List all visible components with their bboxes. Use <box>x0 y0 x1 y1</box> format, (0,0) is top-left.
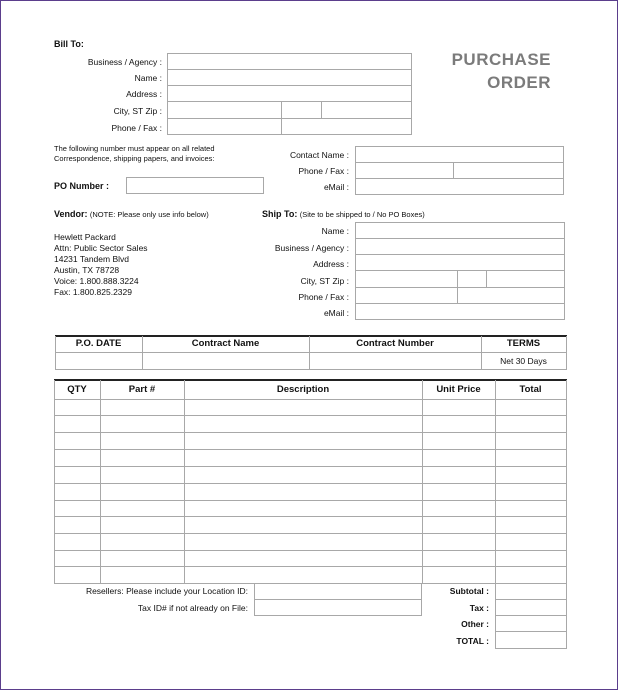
ship-to-zip-field[interactable] <box>486 270 565 288</box>
ship-to-phone-field[interactable] <box>355 287 458 304</box>
vendor-line-1: Hewlett Packard <box>54 232 116 242</box>
vendor-heading: Vendor: <box>54 209 88 219</box>
total-header: Total <box>519 384 542 395</box>
items-table-row-rule <box>54 516 567 517</box>
ship-to-business-label: Business / Agency : <box>274 243 349 253</box>
po-number-label: PO Number : <box>54 181 110 191</box>
grand-total-field[interactable] <box>495 631 567 649</box>
notice-line-2: Correspondence, shipping papers, and invoices: <box>54 154 215 163</box>
items-table-row-rule <box>54 483 567 484</box>
vendor-header <box>54 209 209 220</box>
bill-to-business-label: Business / Agency : <box>87 57 162 67</box>
po-date-header: P.O. DATE <box>75 338 122 349</box>
qty-header: QTY <box>67 384 87 395</box>
vendor-line-4: Austin, TX 78728 <box>54 265 120 275</box>
vendor-line-2: Attn: Public Sector Sales <box>54 243 148 253</box>
po-table-top-rule <box>55 335 567 337</box>
ship-to-address-field[interactable] <box>355 254 565 271</box>
items-table-row-rule <box>54 415 567 416</box>
items-table-row-rule <box>54 449 567 450</box>
items-table-top-rule <box>54 379 567 381</box>
other-label: Other : <box>461 619 489 629</box>
items-table-divider-qty <box>100 380 101 583</box>
ship-to-name-field[interactable] <box>355 222 565 239</box>
ship-to-name-label: Name : <box>321 226 349 236</box>
bill-to-city-label: City, ST Zip : <box>113 106 162 116</box>
items-table-divider-part <box>184 380 185 583</box>
contract-number-header: Contract Number <box>356 338 434 349</box>
bill-to-zip-field[interactable] <box>321 101 412 119</box>
other-field[interactable] <box>495 615 567 632</box>
ship-to-fax-field[interactable] <box>457 287 565 304</box>
bill-to-name-label: Name : <box>134 73 162 83</box>
contact-phone-label: Phone / Fax : <box>298 166 349 176</box>
terms-header: TERMS <box>506 338 541 349</box>
ship-to-note: (Site to be shipped to / No PO Boxes) <box>299 210 425 219</box>
items-table-row-rule <box>54 566 567 567</box>
contact-email-field[interactable] <box>355 178 564 195</box>
contact-name-label: Contact Name : <box>289 150 349 160</box>
tax-label: Tax : <box>469 603 489 613</box>
ship-to-header <box>262 209 425 220</box>
po-number-field[interactable] <box>126 177 264 194</box>
ship-to-heading: Ship To: <box>262 209 298 219</box>
contact-phone-field[interactable] <box>355 162 454 179</box>
bill-to-fax-field[interactable] <box>281 118 412 135</box>
items-table-row-rule <box>54 533 567 534</box>
vendor-line-6: Fax: 1.800.825.2329 <box>54 287 132 297</box>
vendor-note: (NOTE: Please only use info below) <box>89 210 209 219</box>
taxid-label: Tax ID# if not already on File: <box>137 603 248 613</box>
items-table-left-border <box>54 380 55 583</box>
ship-to-phone-label: Phone / Fax : <box>298 292 349 302</box>
subtotal-field[interactable] <box>495 583 567 600</box>
terms-value: Net 30 Days <box>500 356 547 366</box>
ship-to-state-field[interactable] <box>457 270 487 288</box>
title-line-2: ORDER <box>487 73 551 92</box>
notice-line-1: The following number must appear on all related <box>54 144 215 153</box>
vendor-line-5: Voice: 1.800.888.3224 <box>54 276 139 286</box>
contact-email-label: eMail : <box>323 182 349 192</box>
bill-to-address-field[interactable] <box>167 85 412 102</box>
subtotal-label: Subtotal : <box>449 586 489 596</box>
bill-to-phone-label: Phone / Fax : <box>111 123 162 133</box>
items-table-divider-desc <box>422 380 423 583</box>
contract-name-header: Contract Name <box>191 338 260 349</box>
ship-to-email-field[interactable] <box>355 303 565 320</box>
bill-to-name-field[interactable] <box>167 69 412 86</box>
ship-to-city-label: City, ST Zip : <box>300 276 349 286</box>
bill-to-city-field[interactable] <box>167 101 282 119</box>
bill-to-phone-field[interactable] <box>167 118 282 135</box>
grand-total-label: TOTAL : <box>456 636 489 646</box>
resellers-label: Resellers: Please include your Location ID: <box>85 586 248 596</box>
location-id-field[interactable] <box>254 583 422 600</box>
bill-to-heading: Bill To: <box>54 39 84 49</box>
description-header: Description <box>276 384 330 395</box>
ship-to-address-label: Address : <box>313 259 349 269</box>
po-table-right-border <box>566 336 567 369</box>
ship-to-email-label: eMail : <box>323 308 349 318</box>
items-table-header-rule <box>54 399 567 400</box>
bill-to-business-field[interactable] <box>167 53 412 70</box>
tax-field[interactable] <box>495 599 567 616</box>
taxid-field[interactable] <box>254 599 422 616</box>
bill-to-state-field[interactable] <box>281 101 322 119</box>
ship-to-business-field[interactable] <box>355 238 565 255</box>
po-table-header-rule <box>55 352 567 353</box>
vendor-line-3: 14231 Tandem Blvd <box>54 254 129 264</box>
po-table-bottom-rule <box>55 369 567 370</box>
items-table-row-rule <box>54 466 567 467</box>
contact-name-field[interactable] <box>355 146 564 163</box>
unit-price-header: Unit Price <box>436 384 481 395</box>
items-table-row-rule <box>54 500 567 501</box>
contact-fax-field[interactable] <box>453 162 564 179</box>
title-line-1: PURCHASE <box>451 50 551 69</box>
bill-to-address-label: Address : <box>126 89 162 99</box>
part-number-header: Part # <box>128 384 156 395</box>
items-table-row-rule <box>54 550 567 551</box>
items-table-right-border <box>566 380 567 583</box>
ship-to-city-field[interactable] <box>355 270 458 288</box>
items-table-row-rule <box>54 432 567 433</box>
items-table-divider-price <box>495 380 496 583</box>
